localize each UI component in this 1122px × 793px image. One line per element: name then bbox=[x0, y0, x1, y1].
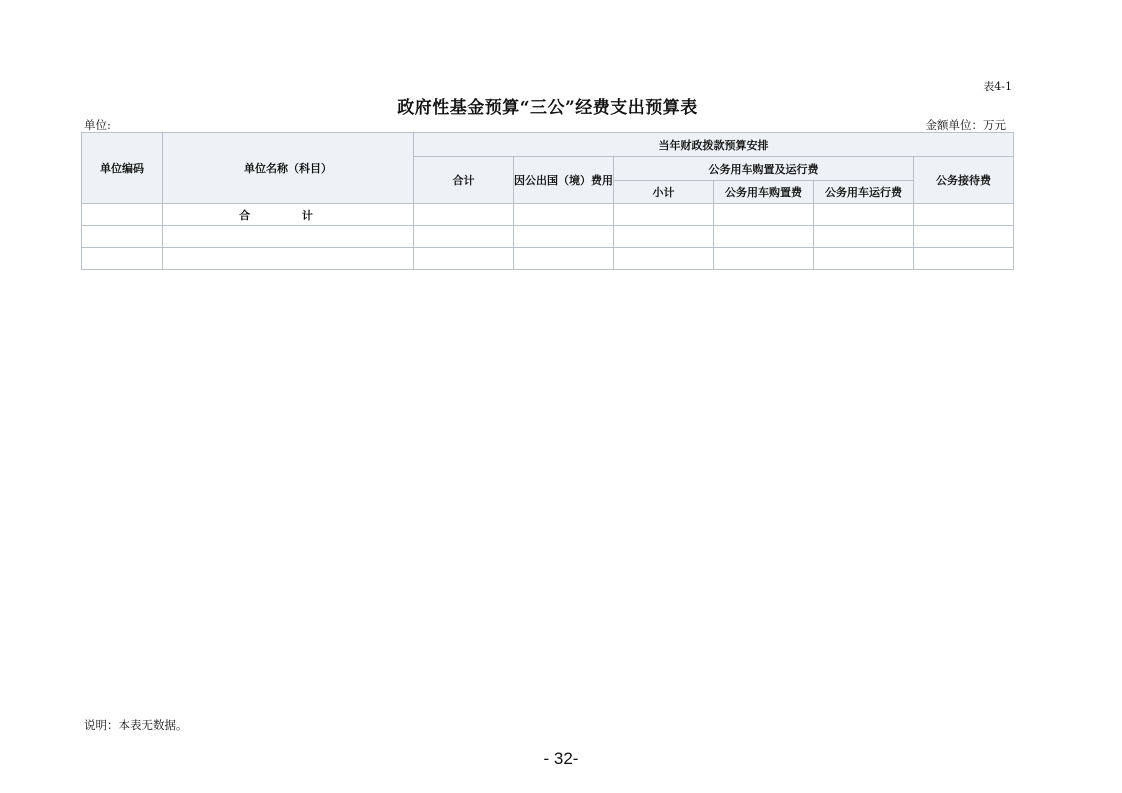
page-title: 政府性基金预算“三公”经费支出预算表 bbox=[397, 98, 698, 118]
header-vehicle: 公务用车购置及运行费 bbox=[614, 157, 914, 181]
budget-table bbox=[81, 132, 1014, 270]
cell-purchase bbox=[714, 204, 814, 226]
cell-purchase bbox=[714, 226, 814, 248]
cell-reception bbox=[914, 204, 1014, 226]
header-current-year: 当年财政拨款预算安排 bbox=[414, 133, 1014, 157]
cell-abroad bbox=[514, 204, 614, 226]
cell-subtotal bbox=[614, 204, 714, 226]
cell-subtotal bbox=[614, 248, 714, 270]
cell-total bbox=[414, 248, 514, 270]
cell-reception bbox=[914, 248, 1014, 270]
header-abroad: 因公出国（境）费用 bbox=[514, 157, 614, 204]
cell-reception bbox=[914, 226, 1014, 248]
page-number: - 32- bbox=[543, 749, 579, 768]
cell-operation bbox=[814, 204, 914, 226]
cell-code bbox=[82, 204, 163, 226]
unit-label: 单位: bbox=[84, 118, 111, 132]
footnote: 说明：本表无数据。 bbox=[84, 718, 188, 732]
table-row bbox=[82, 204, 1014, 226]
header-unit-name: 单位名称（科目） bbox=[163, 133, 414, 204]
header-reception: 公务接待费 bbox=[914, 157, 1014, 204]
table-number: 表4-1 bbox=[983, 80, 1012, 93]
cell-subtotal bbox=[614, 226, 714, 248]
cell-code bbox=[82, 248, 163, 270]
cell-abroad bbox=[514, 226, 614, 248]
cell-operation bbox=[814, 248, 914, 270]
cell-total bbox=[414, 226, 514, 248]
amount-unit-label: 金额单位：万元 bbox=[925, 118, 1006, 132]
cell-code bbox=[82, 226, 163, 248]
header-vehicle-operation: 公务用车运行费 bbox=[814, 181, 914, 204]
table-row bbox=[82, 226, 1014, 248]
cell-purchase bbox=[714, 248, 814, 270]
header-unit-code: 单位编码 bbox=[82, 133, 163, 204]
header-total: 合计 bbox=[414, 157, 514, 204]
table-row bbox=[82, 248, 1014, 270]
cell-abroad bbox=[514, 248, 614, 270]
cell-operation bbox=[814, 226, 914, 248]
cell-name bbox=[163, 226, 414, 248]
cell-name bbox=[163, 248, 414, 270]
header-subtotal: 小计 bbox=[614, 181, 714, 204]
cell-total bbox=[414, 204, 514, 226]
cell-name-total: 合 计 bbox=[163, 204, 414, 226]
header-vehicle-purchase: 公务用车购置费 bbox=[714, 181, 814, 204]
